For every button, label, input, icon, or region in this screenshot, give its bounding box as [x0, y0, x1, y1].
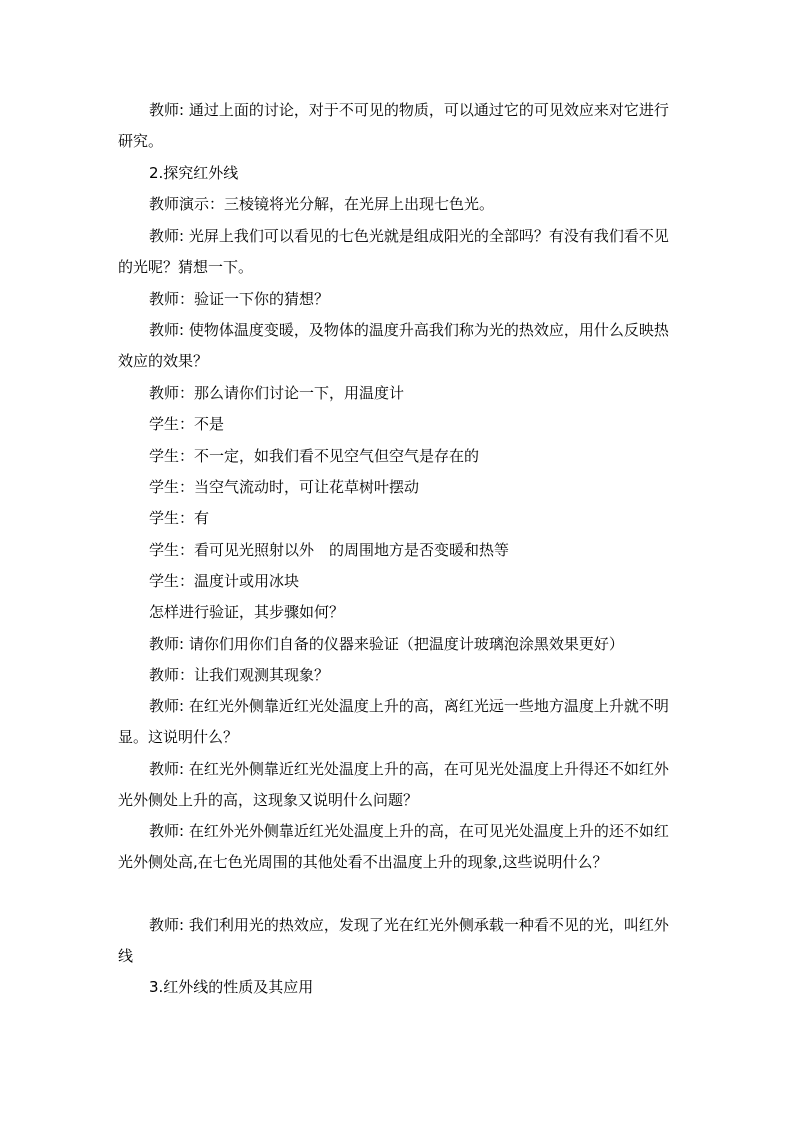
paragraph-student-airflow: 学生：当空气流动时，可让花草树叶摆动 [149, 478, 420, 496]
paragraph-student-air: 学生：不一定，如我们看不见空气但空气是存在的 [149, 447, 480, 465]
paragraph-teacher-question-spectrum: 教师: 光屏上我们可以看见的七色光就是组成阳光的全部吗？有没有我们看不见的光呢？猜想一下。 [118, 227, 669, 276]
paragraph-teacher-red-outside-2: 教师: 在红光外侧靠近红光处温度上升的高，在可见光处温度上升得还不如红外光外侧处上升的高，这现象又说明什么问题？ [118, 760, 669, 809]
paragraph-teacher-red-outside-1: 教师: 在红光外侧靠近红光处温度上升的高，离红光远一些地方温度上升就不明显。这说明什么？ [118, 697, 669, 746]
paragraph-teacher-demo: 教师演示：三棱镜将光分解，在光屏上出现七色光。 [149, 195, 495, 213]
paragraph-student-no: 学生：不是 [149, 415, 225, 433]
paragraph-teacher-discussion: 教师: 通过上面的讨论，对于不可见的物质，可以通过它的可见效应来对它进行研究。 [118, 101, 669, 150]
section-heading-infrared-properties: 3.红外线的性质及其应用 [149, 978, 314, 996]
paragraph-teacher-red-outside-3: 教师: 在红外光外侧靠近红光处温度上升的高，在可见光处温度上升的还不如红光外侧处高,在七色光周围的其他处看不出温度上升的现象,这些说明什么？ [118, 822, 669, 871]
paragraph-teacher-infrared-conclusion: 教师: 我们利用光的热效应，发现了光在红光外侧承载一种看不见的光，叫红外线 [118, 916, 669, 965]
paragraph-student-yes: 学生：有 [149, 509, 210, 527]
paragraph-teacher-heat-effect: 教师: 使物体温度变暖，及物体的温度升高我们称为光的热效应，用什么反映热效应的效果？ [118, 321, 669, 370]
paragraph-teacher-discuss-thermometer: 教师：那么请你们讨论一下，用温度计 [149, 384, 405, 402]
paragraph-teacher-observe: 教师：让我们观测其现象？ [149, 666, 330, 684]
paragraph-teacher-use-instruments: 教师: 请你们用你们自备的仪器来验证（把温度计玻璃泡涂黑效果更好） [149, 635, 624, 653]
paragraph-student-observe-warmth: 学生：看可见光照射以外 的周围地方是否变暖和热等 [149, 541, 510, 559]
paragraph-teacher-verify: 教师：验证一下你的猜想？ [149, 290, 330, 308]
paragraph-how-to-verify: 怎样进行验证，其步骤如何？ [149, 603, 345, 621]
section-heading-explore-infrared: 2.探究红外线 [149, 164, 239, 182]
paragraph-student-thermometer-ice: 学生：温度计或用冰块 [149, 572, 300, 590]
